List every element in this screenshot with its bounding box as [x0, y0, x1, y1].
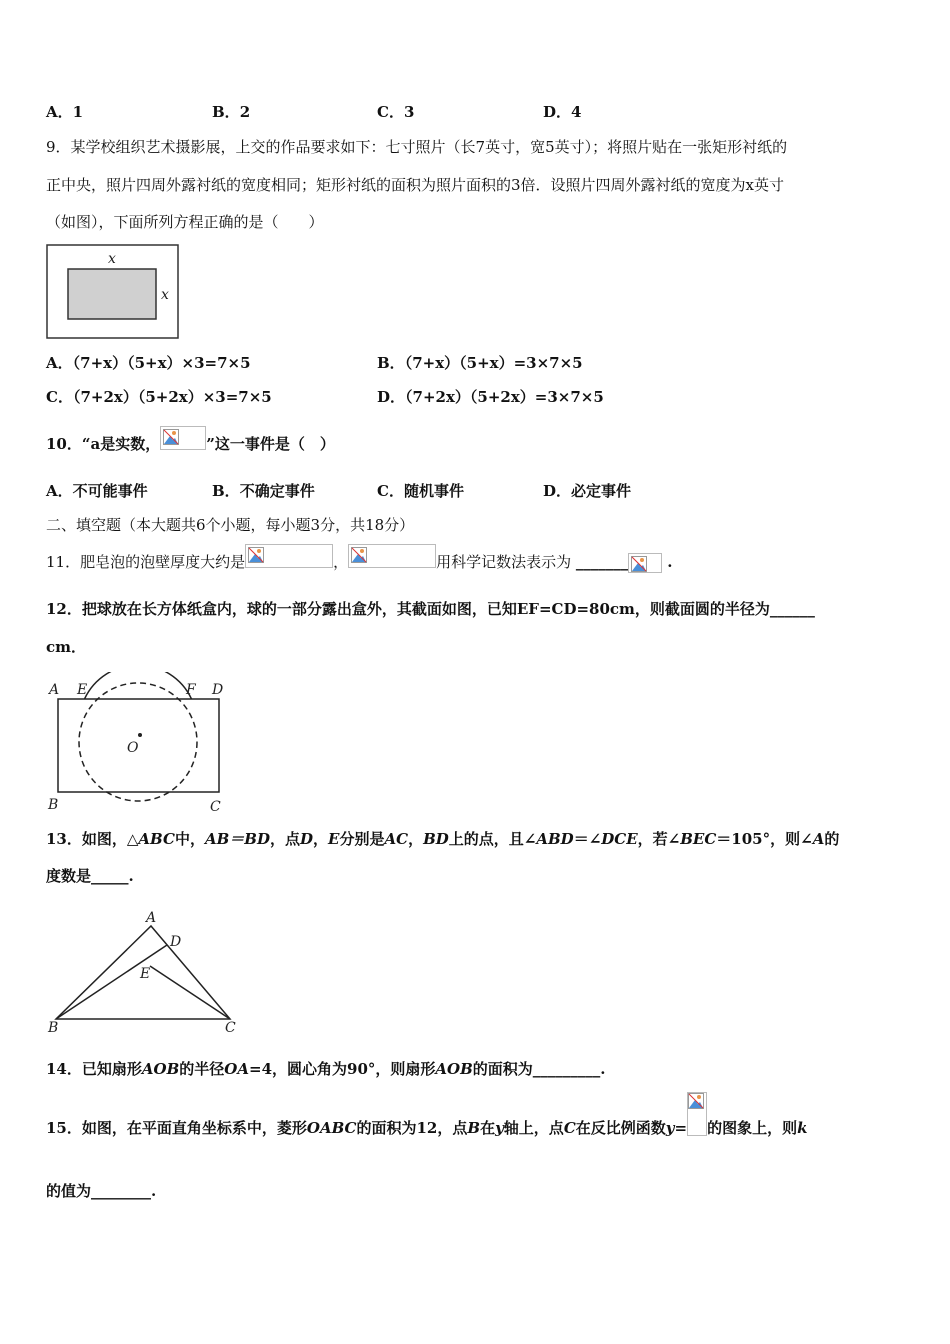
- q13-label-b: B: [48, 1020, 59, 1036]
- q12-line-2: cm．: [46, 638, 87, 656]
- q9-option-d: D．（7+2x）（5+2x）=3×7×5: [377, 388, 604, 406]
- q10-stem: 10．“a是实数， ”这一事件是（ ）: [46, 434, 335, 454]
- q15-line-2: 的值为________.: [46, 1182, 157, 1200]
- q13-figure: [46, 906, 246, 1038]
- q10-option-a: A．不可能事件: [46, 482, 148, 500]
- q12-box: [58, 699, 219, 792]
- q9-label-top: x: [108, 251, 116, 267]
- q11-stem: 11．肥皂泡的泡壁厚度大约是 ， 用科学记数法表示为 _______ .: [46, 552, 672, 573]
- q8-option-d: D．4: [543, 103, 582, 121]
- q12-label-d: D: [212, 682, 224, 698]
- q15-line-1: 15．如图，在平面直角坐标系中，菱形OABC的面积为12，点B在y轴上，点C在反比例函数y= 的图象上，则k: [46, 1118, 808, 1138]
- q9-line-3: （如图），下面所列方程正确的是（ ）: [46, 213, 324, 231]
- q13-segment-bd: [56, 945, 167, 1019]
- q8-option-a: A．1: [46, 103, 84, 121]
- q12-label-a: A: [49, 682, 60, 698]
- q9-label-right: x: [161, 287, 169, 303]
- q13-label-e: E: [140, 966, 151, 982]
- q12-label-f: F: [186, 682, 196, 698]
- q9-line-1: 9．某学校组织艺术摄影展，上交的作品要求如下：七寸照片（长7英寸，宽5英寸）；将照片贴在一张矩形衬纸的: [46, 138, 788, 156]
- q9-option-c: C．（7+2x）（5+2x）×3=7×5: [46, 388, 272, 406]
- q10-option-b: B．不确定事件: [212, 482, 315, 500]
- q9-figure: [46, 244, 180, 340]
- q13-label-c: C: [225, 1020, 236, 1036]
- q13-label-d: D: [170, 934, 182, 950]
- q9-photo-rect: [68, 269, 156, 319]
- q13-line-1: 13．如图，△ABC中，AB＝BD，点D，E分别是AC，BD上的点，且∠ABD＝∠DCE，若∠BEC＝105°，则∠A的: [46, 830, 840, 848]
- q12-figure: [46, 672, 236, 816]
- q12-label-b: B: [48, 797, 59, 813]
- q13-line-2: 度数是_____.: [46, 867, 134, 885]
- q10-option-c: C．随机事件: [377, 482, 464, 500]
- q11-broken-image-icon-1: [245, 544, 333, 568]
- q10-broken-image-icon: [160, 426, 206, 450]
- q10-option-d: D．必定事件: [543, 482, 632, 500]
- q12-label-c: C: [210, 799, 221, 815]
- q9-option-b: B．（7+x）（5+x）=3×7×5: [377, 354, 583, 372]
- q12-label-o: O: [127, 740, 139, 756]
- q12-line-1: 12．把球放在长方体纸盒内，球的一部分露出盒外，其截面如图，已知EF=CD=80cm，则截面圆的半径为______: [46, 600, 815, 618]
- q9-line-2: 正中央，照片四周外露衬纸的宽度相同；矩形衬纸的面积为照片面积的3倍．设照片四周外露衬纸的宽度为x英寸: [46, 176, 785, 194]
- q13-segment-ce: [150, 966, 230, 1019]
- q9-option-a: A．（7+x）（5+x）×3=7×5: [46, 354, 251, 372]
- q13-label-a: A: [146, 910, 157, 926]
- q15-broken-image-icon: [687, 1092, 707, 1136]
- q12-arc-exposed: [85, 672, 192, 699]
- q12-center-point: [138, 733, 142, 737]
- q11-broken-image-icon-2: [348, 544, 436, 568]
- q14-stem: 14．已知扇形AOB的半径OA=4，圆心角为90°，则扇形AOB的面积为_________.: [46, 1060, 606, 1078]
- q11-broken-image-icon-3: [628, 553, 662, 573]
- q12-label-e: E: [77, 682, 88, 698]
- q8-option-c: C．3: [377, 103, 415, 121]
- section-2-heading: 二、填空题（本大题共6个小题，每小题3分，共18分）: [46, 516, 415, 534]
- q8-option-b: B．2: [212, 103, 251, 121]
